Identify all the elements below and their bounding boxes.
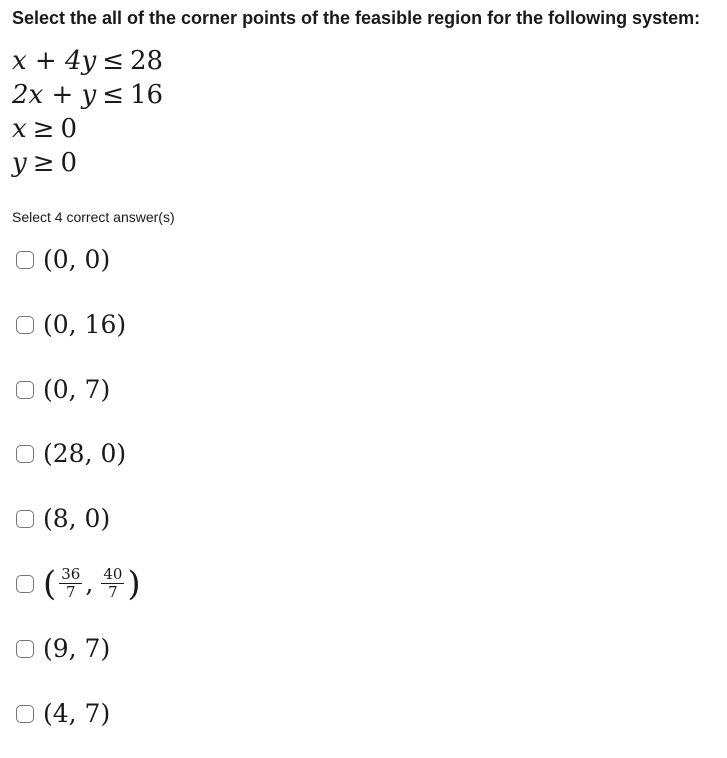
fraction-numerator: 40 [103, 565, 123, 584]
inequality-operator: ≤ [102, 46, 125, 76]
option-label: (8, 0) [43, 504, 111, 534]
option-label: (0, 16) [43, 309, 127, 339]
inequality-2 [12, 78, 163, 112]
inequality-rhs: 0 [60, 148, 78, 178]
inequality-system [12, 44, 163, 180]
checkbox[interactable] [16, 575, 34, 593]
checkbox[interactable] [16, 381, 34, 399]
inequality-lhs: x [12, 114, 27, 144]
inequality-3 [12, 112, 163, 146]
fraction-y [101, 567, 124, 600]
option-label: (0, 7) [43, 374, 111, 404]
checkbox[interactable] [16, 251, 34, 269]
close-paren: ) [127, 563, 141, 604]
checkbox[interactable] [16, 705, 34, 723]
answer-option-8-0[interactable] [16, 499, 141, 564]
fraction-x [59, 567, 82, 600]
question-title: Select the all of the corner points of the feasible region for the following system: [12, 8, 701, 28]
inequality-operator: ≥ [32, 148, 55, 178]
option-label: (28, 0) [43, 439, 127, 469]
inequality-lhs: x + 4y [12, 46, 97, 76]
inequality-lhs: 2x + y [12, 80, 97, 110]
checkbox[interactable] [16, 640, 34, 658]
checkbox[interactable] [16, 445, 34, 463]
checkbox[interactable] [16, 510, 34, 528]
fraction-numerator: 36 [61, 565, 81, 584]
fraction-denominator: 7 [66, 583, 76, 602]
checkbox[interactable] [16, 316, 34, 334]
answer-option-9-7[interactable] [16, 629, 141, 694]
option-label [43, 564, 141, 604]
answer-option-0-0[interactable] [16, 240, 141, 305]
inequality-operator: ≤ [102, 80, 125, 110]
option-label: (4, 7) [43, 698, 111, 728]
answer-option-0-7[interactable] [16, 370, 141, 435]
answer-option-28-0[interactable] [16, 434, 141, 499]
inequality-1 [12, 44, 163, 78]
inequality-rhs: 28 [130, 46, 164, 76]
inequality-operator: ≥ [32, 114, 55, 144]
open-paren: ( [43, 563, 57, 604]
fraction-denominator: 7 [108, 583, 118, 602]
instruction-text: Select 4 correct answer(s) [12, 209, 175, 225]
option-label: (0, 0) [43, 245, 111, 274]
comma: , [85, 568, 94, 598]
answer-option-0-16[interactable] [16, 305, 141, 370]
answer-option-fraction[interactable] [16, 564, 141, 629]
inequality-4 [12, 146, 163, 180]
inequality-rhs: 16 [130, 80, 164, 110]
inequality-rhs: 0 [60, 114, 78, 144]
answer-option-4-7[interactable] [16, 694, 141, 758]
answer-options [16, 240, 141, 758]
option-label: (9, 7) [43, 633, 111, 663]
inequality-lhs: y [12, 148, 27, 178]
